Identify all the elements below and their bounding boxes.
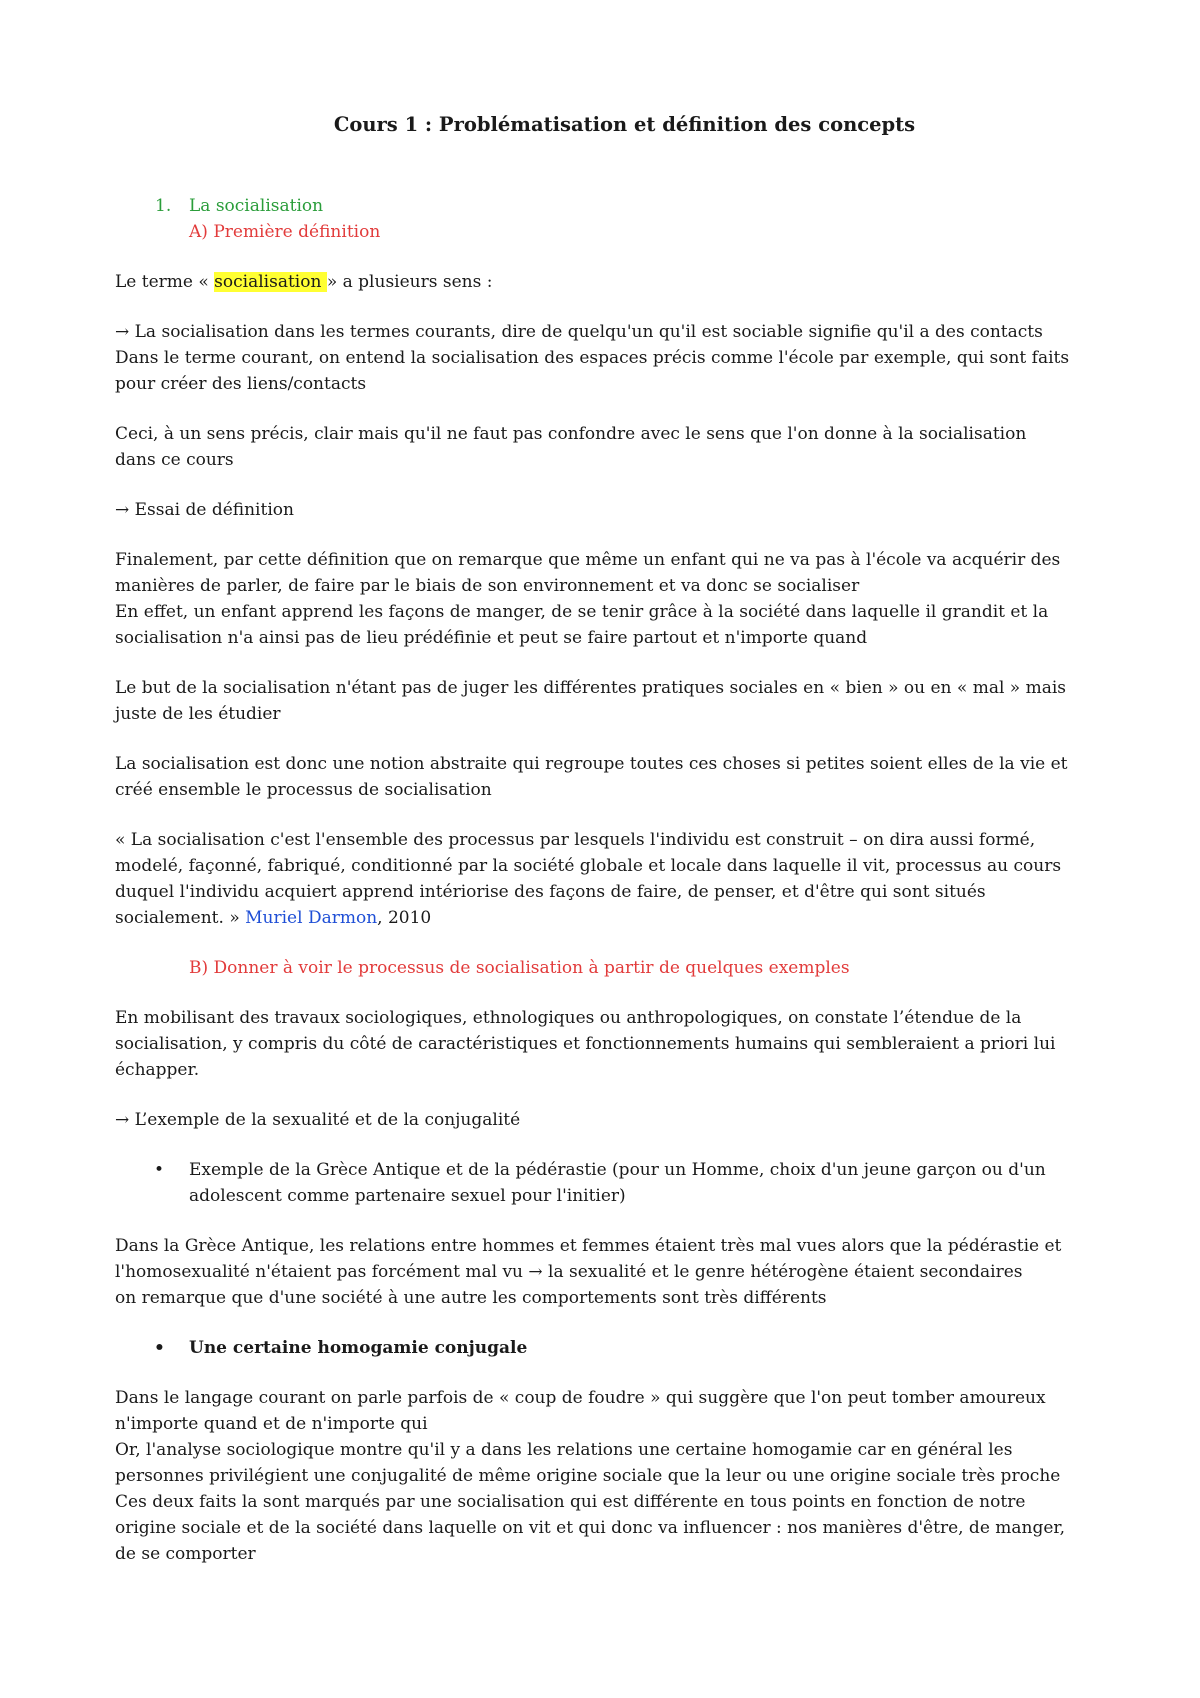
text-line: pour créer des liens/contacts [115, 374, 367, 394]
text-line: socialisation n'a ainsi pas de lieu prédéfinie et peut se faire partout et n'importe quand [115, 628, 868, 648]
bullet-item-homogamie [115, 1335, 1104, 1361]
text-line: Ces deux faits la sont marqués par une socialisation qui est différente en tous points en fonction de notre [115, 1492, 1026, 1512]
text-line: Ceci, à un sens précis, clair mais qu'il ne faut pas confondre avec le sens que l'on donne à la socialisation [115, 424, 1027, 444]
text-line: échapper. [115, 1060, 200, 1080]
text-line: Dans la Grèce Antique, les relations entre hommes et femmes étaient très mal vues alors que la pédérastie et [115, 1236, 1062, 1256]
text-line: de se comporter [115, 1544, 256, 1564]
bullet-heading: Une certaine homogamie conjugale [189, 1338, 528, 1358]
text-line: socialisation, y compris du côté de caractéristiques et fonctionnements humains qui sembleraient a priori lui [115, 1034, 1056, 1054]
quote-last-line [115, 905, 1104, 931]
paragraph-abstraite [115, 751, 1104, 803]
quote-end-text: socialement. » [115, 908, 246, 928]
text-line: En mobilisant des travaux sociologiques, ethnologiques ou anthropologiques, on constate l’étendue de la [115, 1008, 1022, 1028]
bullet-item-grece [115, 1157, 1104, 1209]
text-line: La socialisation est donc une notion abstraite qui regroupe toutes ces choses si petites soient elles de la vie et [115, 754, 1068, 774]
text-line: → La socialisation dans les termes courants, dire de quelqu'un qu'il est sociable signifie qu'il a des contacts [115, 322, 1043, 342]
quote-year: , 2010 [377, 908, 432, 928]
text-line: « La socialisation c'est l'ensemble des processus par lesquels l'individu est construit – on dira aussi formé, [115, 830, 1036, 850]
text-line: En effet, un enfant apprend les façons de manger, de se tenir grâce à la société dans laquelle il grandit et la [115, 602, 1049, 622]
text-line: Dans le langage courant on parle parfois de « coup de foudre » qui suggère que l'on peut tomber amoureux [115, 1388, 1046, 1408]
text-line: n'importe quand et de n'importe qui [115, 1414, 428, 1434]
paragraph-essai: → Essai de définition [115, 500, 294, 520]
text-line: modelé, façonné, fabriqué, conditionné par la société globale et locale dans laquelle il vit, processus au cours [115, 856, 1062, 876]
subsection-a-heading: A) Première définition [189, 222, 381, 242]
text-line: manières de parler, de faire par le biais de son environnement et va donc se socialiser [115, 576, 860, 596]
paragraph-mobilisant [115, 1005, 1104, 1083]
bullet-icon: • [154, 1338, 165, 1358]
text-line: personnes privilégient une conjugalité de même origine sociale que la leur ou une origine sociale très proche [115, 1466, 1061, 1486]
text-line: dans ce cours [115, 450, 234, 470]
text-line: créé ensemble le processus de socialisation [115, 780, 492, 800]
section-1-heading [115, 193, 1104, 219]
page-title: Cours 1 : Problématisation et définition des concepts [333, 113, 916, 136]
paragraph-grece [115, 1233, 1104, 1311]
text-line: Exemple de la Grèce Antique et de la pédérastie (pour un Homme, choix d'un jeune garçon ou d'un [189, 1160, 1046, 1180]
highlighted-term: socialisation [214, 272, 327, 292]
text-line: origine sociale et de la société dans laquelle on vit et qui donc va influencer : nos manières d'être, de manger, [115, 1518, 1066, 1538]
paragraph-terme [115, 269, 1104, 295]
author-link[interactable]: Muriel Darmon [245, 908, 378, 928]
text-line: Finalement, par cette définition que on remarque que même un enfant qui ne va pas à l'école va acquérir des [115, 550, 1061, 570]
text-line: Dans le terme courant, on entend la socialisation des espaces précis comme l'école par exemple, qui sont faits [115, 348, 1070, 368]
section-title: La socialisation [189, 196, 324, 216]
text-line: Le but de la socialisation n'étant pas de juger les différentes pratiques sociales en « bien » ou en « mal » mais [115, 678, 1067, 698]
text-line: adolescent comme partenaire sexuel pour l'initier) [189, 1186, 626, 1206]
text-line: juste de les étudier [115, 704, 281, 724]
paragraph-but [115, 675, 1104, 727]
paragraph-exemple-sexualite: → L’exemple de la sexualité et de la conjugalité [115, 1110, 521, 1130]
paragraph-quote [115, 827, 1104, 931]
paragraph-langage [115, 1385, 1104, 1567]
text-line: Or, l'analyse sociologique montre qu'il y a dans les relations une certaine homogamie car en général les [115, 1440, 1013, 1460]
terme-after: » a plusieurs sens : [326, 272, 493, 292]
paragraph-courant [115, 319, 1104, 397]
subsection-b-heading: B) Donner à voir le processus de socialisation à partir de quelques exemples [189, 958, 850, 978]
text-line: on remarque que d'une société à une autre les comportements sont très différents [115, 1288, 827, 1308]
text-line: duquel l'individu acquiert apprend intériorise des façons de faire, de penser, et d'être qui sont situés [115, 882, 986, 902]
terme-before: Le terme « [115, 272, 215, 292]
bullet-icon: • [154, 1160, 165, 1180]
paragraph-ceci [115, 421, 1104, 473]
text-line: l'homosexualité n'étaient pas forcément mal vu → la sexualité et le genre hétérogène étaient secondaires [115, 1262, 1023, 1282]
section-number: 1. [155, 196, 172, 216]
paragraph-finalement [115, 547, 1104, 651]
